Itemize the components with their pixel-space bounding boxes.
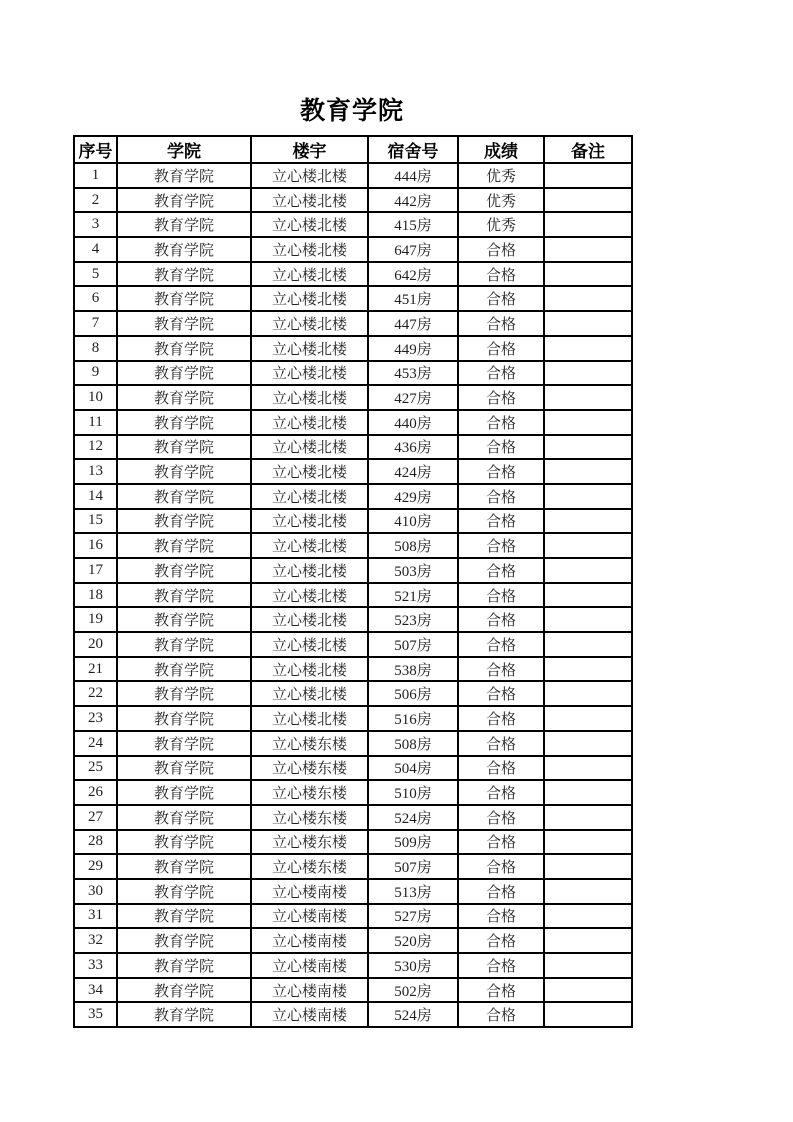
cell-remark xyxy=(544,484,632,509)
cell-room: 520房 xyxy=(368,928,458,953)
cell-room: 530房 xyxy=(368,953,458,978)
cell-room: 642房 xyxy=(368,262,458,287)
cell-building: 立心楼东楼 xyxy=(251,780,368,805)
table-row xyxy=(74,1002,632,1027)
cell-building: 立心楼北楼 xyxy=(251,336,368,361)
cell-room: 424房 xyxy=(368,459,458,484)
cell-college: 教育学院 xyxy=(117,978,251,1003)
cell-grade: 合格 xyxy=(458,410,544,435)
table-row xyxy=(74,385,632,410)
cell-seq: 5 xyxy=(74,262,117,287)
cell-grade: 合格 xyxy=(458,731,544,756)
cell-room: 451房 xyxy=(368,286,458,311)
cell-grade: 合格 xyxy=(458,780,544,805)
cell-grade: 合格 xyxy=(458,237,544,262)
table-row xyxy=(74,583,632,608)
cell-seq: 1 xyxy=(74,163,117,188)
cell-college: 教育学院 xyxy=(117,928,251,953)
cell-seq: 20 xyxy=(74,632,117,657)
cell-grade: 合格 xyxy=(458,607,544,632)
cell-building: 立心楼东楼 xyxy=(251,854,368,879)
cell-seq: 18 xyxy=(74,583,117,608)
table-row xyxy=(74,212,632,237)
cell-remark xyxy=(544,1002,632,1027)
column-header-seq: 序号 xyxy=(74,136,117,163)
cell-remark xyxy=(544,830,632,855)
table-row xyxy=(74,780,632,805)
cell-building: 立心楼北楼 xyxy=(251,262,368,287)
cell-room: 453房 xyxy=(368,361,458,386)
table-row xyxy=(74,410,632,435)
cell-seq: 33 xyxy=(74,953,117,978)
cell-grade: 合格 xyxy=(458,385,544,410)
column-header-remark: 备注 xyxy=(544,136,632,163)
cell-grade: 合格 xyxy=(458,953,544,978)
table-row xyxy=(74,632,632,657)
cell-remark xyxy=(544,361,632,386)
cell-remark xyxy=(544,706,632,731)
cell-remark xyxy=(544,435,632,460)
cell-room: 513房 xyxy=(368,879,458,904)
cell-remark xyxy=(544,756,632,781)
cell-college: 教育学院 xyxy=(117,509,251,534)
cell-grade: 合格 xyxy=(458,854,544,879)
cell-grade: 合格 xyxy=(458,928,544,953)
cell-building: 立心楼北楼 xyxy=(251,410,368,435)
cell-college: 教育学院 xyxy=(117,657,251,682)
cell-remark xyxy=(544,583,632,608)
cell-grade: 合格 xyxy=(458,706,544,731)
cell-building: 立心楼北楼 xyxy=(251,533,368,558)
cell-grade: 合格 xyxy=(458,262,544,287)
cell-building: 立心楼北楼 xyxy=(251,583,368,608)
cell-remark xyxy=(544,336,632,361)
table-row xyxy=(74,188,632,213)
cell-building: 立心楼北楼 xyxy=(251,385,368,410)
cell-remark xyxy=(544,928,632,953)
cell-remark xyxy=(544,657,632,682)
cell-room: 410房 xyxy=(368,509,458,534)
cell-remark xyxy=(544,953,632,978)
cell-college: 教育学院 xyxy=(117,212,251,237)
cell-remark xyxy=(544,904,632,929)
cell-grade: 合格 xyxy=(458,657,544,682)
cell-grade: 合格 xyxy=(458,805,544,830)
table-row xyxy=(74,484,632,509)
table-row xyxy=(74,336,632,361)
cell-remark xyxy=(544,879,632,904)
cell-room: 527房 xyxy=(368,904,458,929)
cell-college: 教育学院 xyxy=(117,904,251,929)
cell-building: 立心楼东楼 xyxy=(251,756,368,781)
cell-room: 506房 xyxy=(368,681,458,706)
cell-remark xyxy=(544,632,632,657)
cell-seq: 6 xyxy=(74,286,117,311)
table-row xyxy=(74,805,632,830)
cell-room: 507房 xyxy=(368,632,458,657)
cell-building: 立心楼北楼 xyxy=(251,188,368,213)
cell-college: 教育学院 xyxy=(117,435,251,460)
cell-building: 立心楼北楼 xyxy=(251,509,368,534)
cell-seq: 12 xyxy=(74,435,117,460)
cell-seq: 25 xyxy=(74,756,117,781)
cell-remark xyxy=(544,459,632,484)
cell-room: 440房 xyxy=(368,410,458,435)
cell-college: 教育学院 xyxy=(117,558,251,583)
cell-seq: 17 xyxy=(74,558,117,583)
table-row xyxy=(74,533,632,558)
cell-remark xyxy=(544,212,632,237)
cell-remark xyxy=(544,558,632,583)
cell-building: 立心楼北楼 xyxy=(251,286,368,311)
cell-seq: 14 xyxy=(74,484,117,509)
cell-college: 教育学院 xyxy=(117,756,251,781)
cell-remark xyxy=(544,780,632,805)
cell-grade: 合格 xyxy=(458,435,544,460)
cell-building: 立心楼北楼 xyxy=(251,558,368,583)
table-row xyxy=(74,830,632,855)
cell-building: 立心楼北楼 xyxy=(251,607,368,632)
column-header-room: 宿舍号 xyxy=(368,136,458,163)
cell-room: 516房 xyxy=(368,706,458,731)
cell-room: 508房 xyxy=(368,731,458,756)
cell-college: 教育学院 xyxy=(117,361,251,386)
cell-room: 647房 xyxy=(368,237,458,262)
cell-room: 523房 xyxy=(368,607,458,632)
table-body xyxy=(74,163,632,1027)
table-row xyxy=(74,459,632,484)
cell-grade: 合格 xyxy=(458,509,544,534)
cell-building: 立心楼北楼 xyxy=(251,163,368,188)
cell-remark xyxy=(544,286,632,311)
cell-grade: 合格 xyxy=(458,286,544,311)
cell-seq: 26 xyxy=(74,780,117,805)
cell-building: 立心楼北楼 xyxy=(251,311,368,336)
cell-building: 立心楼南楼 xyxy=(251,928,368,953)
cell-seq: 34 xyxy=(74,978,117,1003)
cell-building: 立心楼东楼 xyxy=(251,731,368,756)
cell-grade: 合格 xyxy=(458,311,544,336)
table-row xyxy=(74,928,632,953)
cell-building: 立心楼北楼 xyxy=(251,657,368,682)
cell-building: 立心楼北楼 xyxy=(251,459,368,484)
cell-grade: 合格 xyxy=(458,583,544,608)
cell-college: 教育学院 xyxy=(117,237,251,262)
table-header xyxy=(74,136,632,163)
table-row xyxy=(74,607,632,632)
cell-room: 447房 xyxy=(368,311,458,336)
cell-grade: 合格 xyxy=(458,336,544,361)
header-row xyxy=(74,136,632,163)
table-row xyxy=(74,558,632,583)
cell-room: 504房 xyxy=(368,756,458,781)
cell-grade: 合格 xyxy=(458,361,544,386)
cell-building: 立心楼东楼 xyxy=(251,805,368,830)
cell-college: 教育学院 xyxy=(117,632,251,657)
cell-remark xyxy=(544,237,632,262)
table-row xyxy=(74,361,632,386)
cell-college: 教育学院 xyxy=(117,484,251,509)
cell-grade: 优秀 xyxy=(458,212,544,237)
cell-room: 502房 xyxy=(368,978,458,1003)
cell-college: 教育学院 xyxy=(117,311,251,336)
table-row xyxy=(74,978,632,1003)
cell-college: 教育学院 xyxy=(117,830,251,855)
table-row xyxy=(74,509,632,534)
cell-college: 教育学院 xyxy=(117,879,251,904)
cell-remark xyxy=(544,385,632,410)
cell-seq: 28 xyxy=(74,830,117,855)
cell-college: 教育学院 xyxy=(117,188,251,213)
cell-seq: 7 xyxy=(74,311,117,336)
cell-college: 教育学院 xyxy=(117,583,251,608)
cell-seq: 30 xyxy=(74,879,117,904)
table-row xyxy=(74,657,632,682)
table-row xyxy=(74,262,632,287)
cell-building: 立心楼北楼 xyxy=(251,237,368,262)
cell-grade: 优秀 xyxy=(458,188,544,213)
page-title: 教育学院 xyxy=(299,98,404,125)
cell-college: 教育学院 xyxy=(117,780,251,805)
cell-seq: 35 xyxy=(74,1002,117,1027)
cell-building: 立心楼南楼 xyxy=(251,904,368,929)
cell-seq: 9 xyxy=(74,361,117,386)
cell-room: 436房 xyxy=(368,435,458,460)
cell-college: 教育学院 xyxy=(117,953,251,978)
cell-college: 教育学院 xyxy=(117,262,251,287)
cell-grade: 合格 xyxy=(458,484,544,509)
cell-college: 教育学院 xyxy=(117,459,251,484)
cell-building: 立心楼北楼 xyxy=(251,212,368,237)
cell-seq: 3 xyxy=(74,212,117,237)
table-row xyxy=(74,731,632,756)
cell-remark xyxy=(544,681,632,706)
cell-building: 立心楼东楼 xyxy=(251,830,368,855)
cell-remark xyxy=(544,731,632,756)
cell-room: 524房 xyxy=(368,1002,458,1027)
cell-college: 教育学院 xyxy=(117,1002,251,1027)
cell-building: 立心楼北楼 xyxy=(251,484,368,509)
cell-room: 429房 xyxy=(368,484,458,509)
cell-room: 442房 xyxy=(368,188,458,213)
cell-seq: 31 xyxy=(74,904,117,929)
cell-remark xyxy=(544,188,632,213)
cell-building: 立心楼南楼 xyxy=(251,879,368,904)
cell-seq: 10 xyxy=(74,385,117,410)
cell-grade: 合格 xyxy=(458,904,544,929)
cell-building: 立心楼北楼 xyxy=(251,706,368,731)
table-row xyxy=(74,904,632,929)
cell-building: 立心楼南楼 xyxy=(251,1002,368,1027)
cell-room: 427房 xyxy=(368,385,458,410)
cell-grade: 合格 xyxy=(458,459,544,484)
cell-college: 教育学院 xyxy=(117,336,251,361)
cell-college: 教育学院 xyxy=(117,681,251,706)
cell-remark xyxy=(544,311,632,336)
cell-building: 立心楼北楼 xyxy=(251,632,368,657)
cell-building: 立心楼北楼 xyxy=(251,361,368,386)
column-header-college: 学院 xyxy=(117,136,251,163)
cell-seq: 16 xyxy=(74,533,117,558)
cell-college: 教育学院 xyxy=(117,854,251,879)
table-row xyxy=(74,953,632,978)
cell-grade: 合格 xyxy=(458,1002,544,1027)
cell-seq: 15 xyxy=(74,509,117,534)
cell-college: 教育学院 xyxy=(117,385,251,410)
cell-room: 507房 xyxy=(368,854,458,879)
cell-room: 508房 xyxy=(368,533,458,558)
cell-room: 415房 xyxy=(368,212,458,237)
cell-remark xyxy=(544,163,632,188)
cell-room: 449房 xyxy=(368,336,458,361)
cell-room: 444房 xyxy=(368,163,458,188)
cell-remark xyxy=(544,262,632,287)
cell-remark xyxy=(544,854,632,879)
cell-college: 教育学院 xyxy=(117,805,251,830)
cell-seq: 24 xyxy=(74,731,117,756)
cell-seq: 29 xyxy=(74,854,117,879)
cell-seq: 8 xyxy=(74,336,117,361)
cell-seq: 22 xyxy=(74,681,117,706)
cell-college: 教育学院 xyxy=(117,706,251,731)
table-row xyxy=(74,879,632,904)
column-header-grade: 成绩 xyxy=(458,136,544,163)
cell-room: 524房 xyxy=(368,805,458,830)
cell-college: 教育学院 xyxy=(117,410,251,435)
table-row xyxy=(74,286,632,311)
cell-seq: 27 xyxy=(74,805,117,830)
cell-seq: 2 xyxy=(74,188,117,213)
cell-remark xyxy=(544,410,632,435)
cell-building: 立心楼南楼 xyxy=(251,978,368,1003)
table-row xyxy=(74,163,632,188)
cell-grade: 合格 xyxy=(458,978,544,1003)
cell-room: 510房 xyxy=(368,780,458,805)
cell-seq: 11 xyxy=(74,410,117,435)
cell-room: 503房 xyxy=(368,558,458,583)
cell-seq: 4 xyxy=(74,237,117,262)
cell-room: 521房 xyxy=(368,583,458,608)
cell-college: 教育学院 xyxy=(117,286,251,311)
table-row xyxy=(74,681,632,706)
dorm-grade-table xyxy=(73,135,633,1028)
cell-room: 509房 xyxy=(368,830,458,855)
cell-remark xyxy=(544,509,632,534)
cell-college: 教育学院 xyxy=(117,731,251,756)
cell-building: 立心楼南楼 xyxy=(251,953,368,978)
cell-seq: 19 xyxy=(74,607,117,632)
cell-seq: 13 xyxy=(74,459,117,484)
cell-grade: 优秀 xyxy=(458,163,544,188)
cell-grade: 合格 xyxy=(458,681,544,706)
cell-grade: 合格 xyxy=(458,632,544,657)
cell-grade: 合格 xyxy=(458,879,544,904)
cell-remark xyxy=(544,805,632,830)
table-row xyxy=(74,237,632,262)
column-header-building: 楼宇 xyxy=(251,136,368,163)
cell-seq: 23 xyxy=(74,706,117,731)
cell-seq: 32 xyxy=(74,928,117,953)
cell-college: 教育学院 xyxy=(117,607,251,632)
cell-grade: 合格 xyxy=(458,756,544,781)
table-row xyxy=(74,706,632,731)
cell-remark xyxy=(544,533,632,558)
cell-grade: 合格 xyxy=(458,830,544,855)
table-row xyxy=(74,435,632,460)
table-row xyxy=(74,756,632,781)
table-row xyxy=(74,311,632,336)
cell-college: 教育学院 xyxy=(117,533,251,558)
cell-room: 538房 xyxy=(368,657,458,682)
cell-remark xyxy=(544,607,632,632)
table-row xyxy=(74,854,632,879)
cell-grade: 合格 xyxy=(458,533,544,558)
cell-remark xyxy=(544,978,632,1003)
cell-seq: 21 xyxy=(74,657,117,682)
cell-college: 教育学院 xyxy=(117,163,251,188)
cell-building: 立心楼北楼 xyxy=(251,435,368,460)
cell-building: 立心楼北楼 xyxy=(251,681,368,706)
cell-grade: 合格 xyxy=(458,558,544,583)
